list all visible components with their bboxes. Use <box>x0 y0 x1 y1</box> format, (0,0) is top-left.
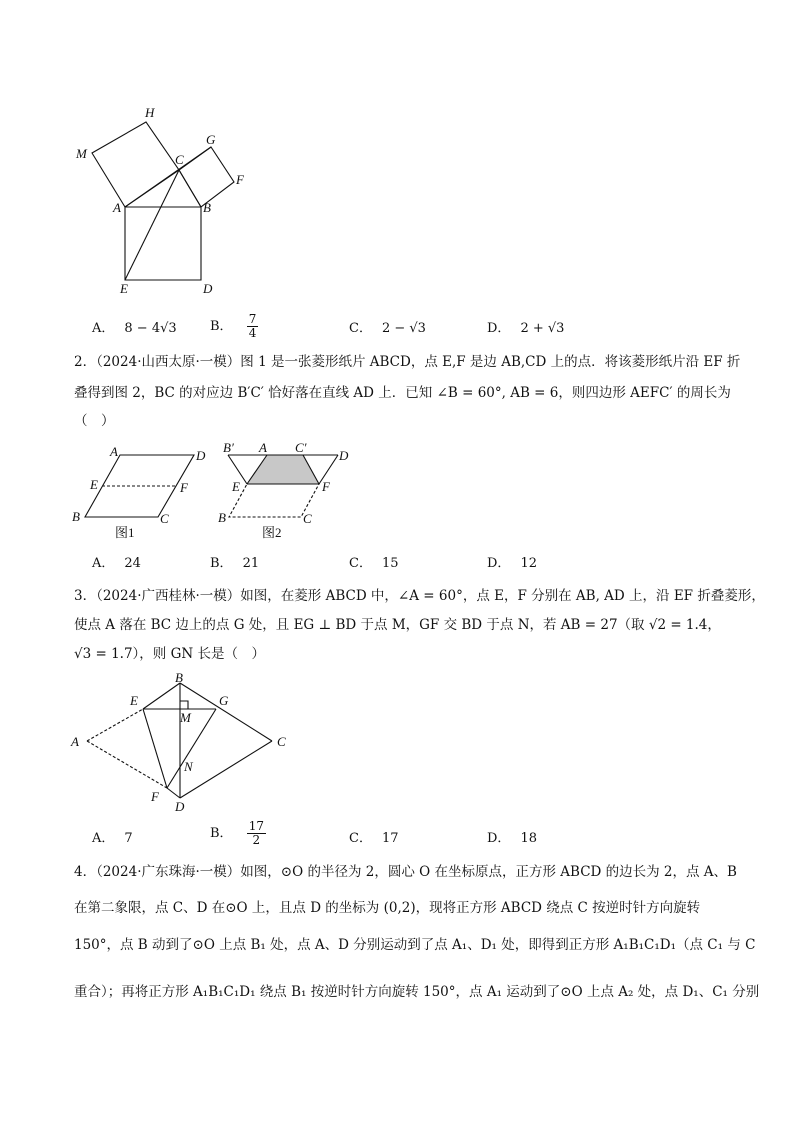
q3-option-d[interactable]: D． 18 <box>487 831 537 846</box>
q1-label-h: H <box>145 105 155 120</box>
q2-fig2-label-bprime: B′ <box>223 440 234 455</box>
q2-line-1: 2．（2024·山西太原·一模）图 1 是一张菱形纸片 ABCD，点 E,F 是边 AB,CD 上的点．将该菱形纸片沿 EF 折 <box>74 354 741 370</box>
q2-figure <box>70 440 360 545</box>
q1-label-e: E <box>120 281 128 296</box>
q2-fig1-label-b: B <box>72 509 80 524</box>
q1-option-a[interactable]: A． 8 − 4√3 <box>92 321 177 336</box>
q2-fig2-label-b: B <box>218 510 226 525</box>
q1-segment-ce <box>125 170 179 280</box>
q1-label-c: C <box>175 152 184 167</box>
q3-label-e: E <box>130 693 138 708</box>
q2-fig1-label-c: C <box>160 511 169 526</box>
q4-line-4: 重合）；再将正方形 A₁B₁C₁D₁ 绕点 B₁ 按逆时针方向旋转 150°，点 A₁ 运动到了⊙O 上点 A₂ 处，点 D₁、C₁ 分别 <box>74 984 760 1000</box>
q1-label-g: G <box>206 132 216 147</box>
q1-square-bc <box>179 147 234 207</box>
q1-label-m: M <box>76 146 87 161</box>
q4-line-1: 4．（2024·广东珠海·一模）如图，⊙O 的半径为 2，圆心 O 在坐标原点，正方形 ABCD 的边长为 2，点 A、B <box>74 864 737 880</box>
q3-label-n: N <box>184 759 193 774</box>
q2-fig2-label-e: E <box>232 479 240 494</box>
q3-option-c[interactable]: C． 17 <box>349 831 399 846</box>
q2-fig1-label-f: F <box>180 480 188 495</box>
q3-label-a: A <box>71 734 79 749</box>
q2-fig1-label-d: D <box>196 448 206 463</box>
q3-option-a[interactable]: A． 7 <box>92 831 133 846</box>
q2-fig1-label-e: E <box>90 477 98 492</box>
q3-figure <box>65 668 305 813</box>
q3-line-2: 使点 A 落在 BC 边上的点 G 处，且 EG ⊥ BD 于点 M，GF 交 BD 于点 N，若 AB = 27（取 √2 = 1.4， <box>74 617 721 633</box>
q3-line-1: 3．（2024·广西桂林·一模）如图，在菱形 ABCD 中，∠A = 60°，点 E，F 分别在 AB, AD 上，沿 EF 折叠菱形， <box>74 588 765 604</box>
q2-fig2-label-d: D <box>339 448 349 463</box>
q1-options <box>92 313 712 343</box>
q2-fig2-caption: 图2 <box>262 525 282 540</box>
q2-option-b[interactable]: B． 21 <box>210 556 260 571</box>
q1-segment-ag <box>125 147 211 207</box>
q3-option-b[interactable]: B． $\frac{17}{2}$ <box>210 819 264 847</box>
q1-square-ac <box>92 122 179 207</box>
q2-options <box>92 552 712 582</box>
q2-fig1-label-a: A <box>110 444 118 459</box>
q1-option-c[interactable]: C． 2 − √3 <box>349 321 426 336</box>
q2-fig2-label-cprime: C′ <box>295 440 307 455</box>
q3-label-m: M <box>180 710 191 725</box>
q3-label-b: B <box>175 670 183 685</box>
q3-label-g: G <box>219 693 229 708</box>
q3-label-d: D <box>175 799 185 814</box>
q2-line-2: 叠得到图 2，BC 的对应边 B′C′ 恰好落在直线 AD 上．已知 ∠B = 60°, AB = 6，则四边形 AEFC′ 的周长为 <box>74 385 731 401</box>
q1-option-d[interactable]: D． 2 + √3 <box>487 321 565 336</box>
q2-option-c[interactable]: C． 15 <box>349 556 399 571</box>
q4-line-3: 150°，点 B 动到了⊙O 上点 B₁ 处，点 A、D 分别运动到了点 A₁、D₁ 处，即得到正方形 A₁B₁C₁D₁（点 C₁ 与 C <box>74 937 756 953</box>
q2-fig2-shaded-region <box>247 455 319 484</box>
q1-segment-cb <box>179 170 201 207</box>
q2-option-a[interactable]: A． 24 <box>92 556 141 571</box>
q2-fig1-caption: 图1 <box>115 525 135 540</box>
q1-label-a: A <box>113 200 121 215</box>
q1-figure <box>60 95 260 300</box>
q4-line-2: 在第二象限，点 C、D 在⊙O 上，且点 D 的坐标为 (0,2)，现将正方形 ABCD 绕点 C 按逆时针方向旋转 <box>74 900 701 916</box>
q1-label-b: B <box>203 200 211 215</box>
q1-label-d: D <box>203 281 213 296</box>
q3-options <box>92 820 712 850</box>
q3-label-c: C <box>277 734 286 749</box>
q2-fig2-label-c: C <box>303 511 312 526</box>
q3-line-3: √3 = 1.7），则 GN 长是（ ） <box>74 646 265 662</box>
q1-option-b[interactable]: B． $\frac{7}{4}$ <box>210 312 257 340</box>
q2-fig1-rhombus <box>85 455 194 517</box>
q3-label-f: F <box>151 789 159 804</box>
q2-line-3: （ ） <box>74 413 115 429</box>
q1-square-abde <box>125 207 201 280</box>
q2-fig2-label-f: F <box>322 479 330 494</box>
q2-option-d[interactable]: D． 12 <box>487 556 537 571</box>
q1-label-f: F <box>236 172 244 187</box>
q2-fig2-label-a: A <box>259 440 267 455</box>
